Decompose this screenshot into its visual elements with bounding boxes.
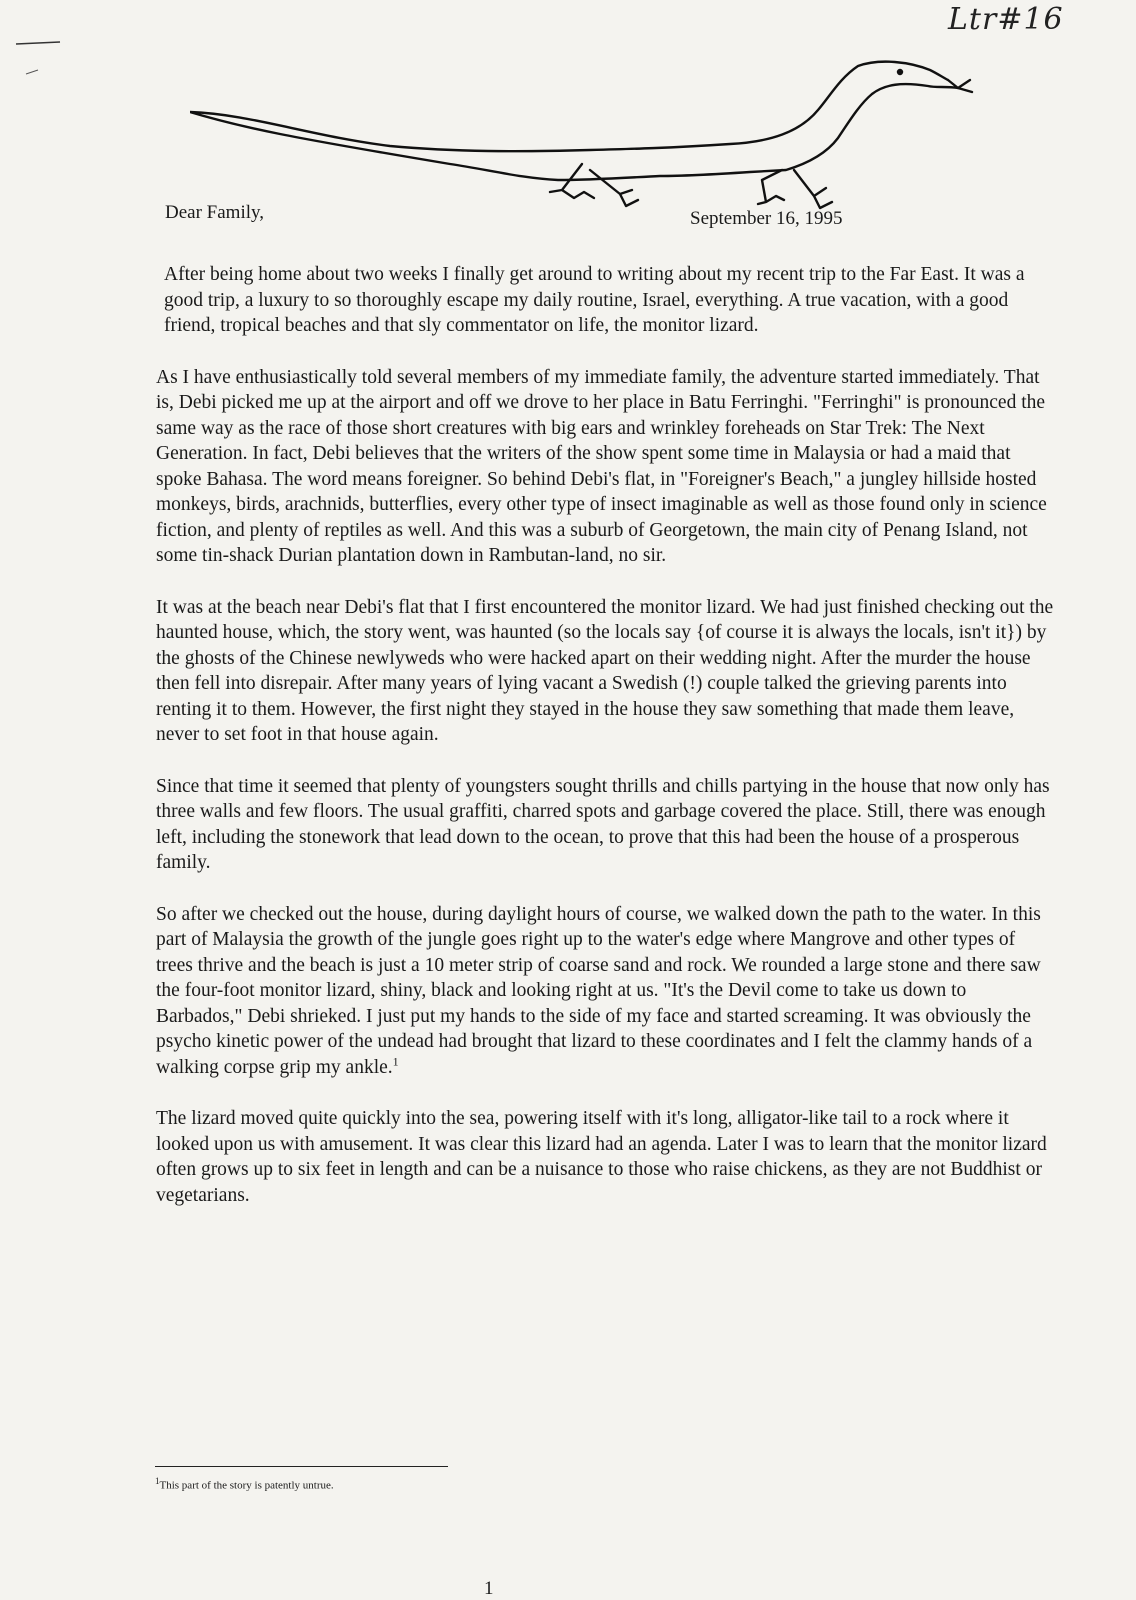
- paragraph: As I have enthusiastically told several members of my immediate family, the adventure started immediately. That is, Debi picked me up at the airport and off we drove to her place in Batu Ferringhi. "Ferringhi" is pronounced the same way as the race of those short creatures with big ears and wrinkley foreheads on Star Trek: The Next Generation. In fact, Debi believes that the writers of the show spent some time in Malaysia or had a maid that spoke Bahasa. The word means foreigner. So behind Debi's flat, in "Foreigner's Beach," a jungley hillside hosted monkeys, birds, arachnids, butterflies, every other type of insect imaginable as well as those found only in science fiction, and plenty of reptiles as well. And this was a suburb of Georgetown, the main city of Penang Island, not some tin-shack Durian plantation down in Rambutan-land, no sir.: [156, 366, 1047, 566]
- footnote-mark: 1: [155, 1476, 160, 1486]
- footnote-divider: [155, 1466, 448, 1467]
- paragraph: It was at the beach near Debi's flat that I first encountered the monitor lizard. We had just finished checking out the haunted house, which, the story went, was haunted (so the locals say {of course it is always the locals, isn't it}) by the ghosts of the Chinese newlyweds who were hacked apart on their wedding night. After the murder the house then fell into disrepair. After many years of lying vacant a Swedish (!) couple talked the grieving parents into renting it to them. However, the first night they stayed in the house they saw something that made them leave, never to set foot in that house again.: [156, 596, 1054, 745]
- lizard-drawing-icon: [190, 52, 990, 212]
- letter-date: September 16, 1995: [690, 208, 843, 229]
- page-number: 1: [484, 1578, 494, 1599]
- paragraph: Since that time it seemed that plenty of youngsters sought thrills and chills partying in the house that now only has three walls and few floors. The usual graffiti, charred spots and garbage covered the place. Still, there was enough left, including the stonework that lead down to the ocean, to prove that this had been the house of a prosperous family.: [156, 775, 1050, 873]
- margin-pen-mark: [14, 40, 64, 80]
- letter-number-tag: Ltr#16: [948, 2, 1064, 37]
- paragraph: After being home about two weeks I finally get around to writing about my recent trip to the Far East. It was a good trip, a luxury to so thoroughly escape my daily routine, Israel, everything. A true vacation, with a good friend, tropical beaches and that sly commentator on life, the monitor lizard.: [164, 264, 1025, 336]
- paragraph: The lizard moved quite quickly into the sea, powering itself with it's long, alligator-like tail to a rock where it looked upon us with amusement. It was clear this lizard had an agenda. Later I was to learn that the monitor lizard often grows up to six feet in length and can be a nuisance to those who raise chickens, as they are not Buddhist or vegetarians.: [156, 1108, 1047, 1206]
- letter-body: [156, 262, 1056, 1234]
- footnote-reference: 1: [392, 1054, 399, 1068]
- paragraph-text: So after we checked out the house, during daylight hours of course, we walked down the path to the water. In this part of Malaysia the growth of the jungle goes right up to the water's edge where Mangrove and other types of trees thrive and the beach is just a 10 meter strip of coarse sand and rock. We rounded a large stone and there saw the four-foot monitor lizard, shiny, black and looking right at us. "It's the Devil come to take us down to Barbados," Debi shrieked. I just put my hands to the side of my face and started screaming. It was obviously the psycho kinetic power of the undead had brought that lizard to these coordinates and I felt the clammy hands of a walking corpse grip my ankle.: [156, 903, 1041, 1078]
- footnote: [155, 1476, 334, 1492]
- paragraph-with-footnote: [156, 902, 1056, 1081]
- footnote-text: This part of the story is patently untrue.: [159, 1479, 334, 1492]
- salutation: Dear Family,: [165, 202, 265, 223]
